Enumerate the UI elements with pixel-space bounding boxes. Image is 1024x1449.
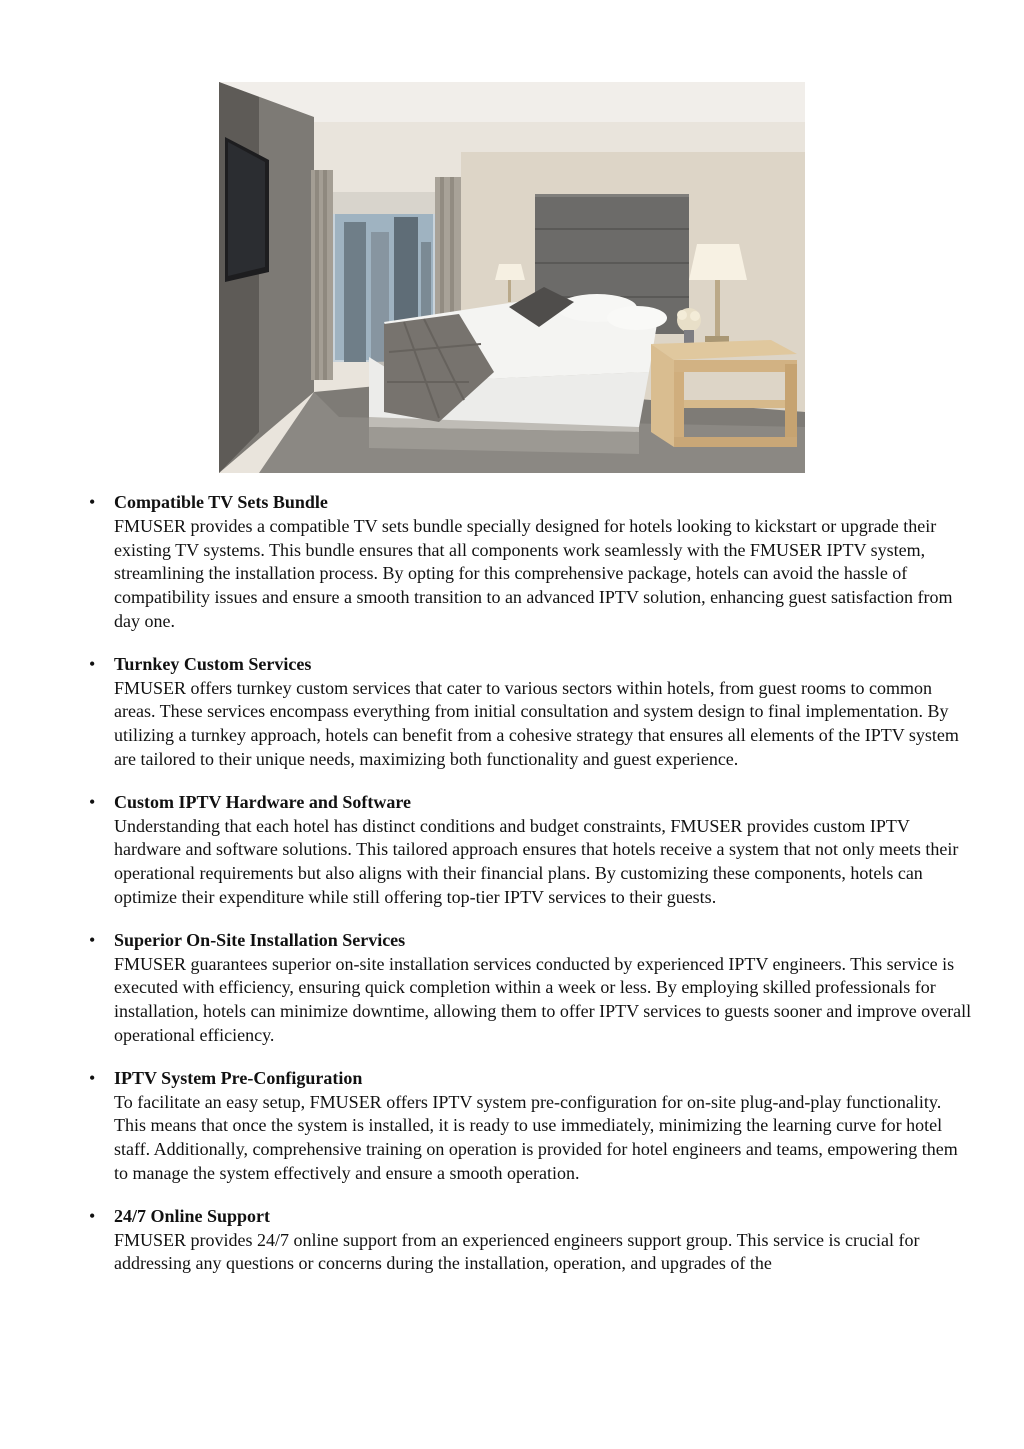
feature-list <box>0 491 1024 1295</box>
list-item <box>0 929 1024 1048</box>
bullet-icon: • <box>89 1205 96 1226</box>
feature-title: Superior On-Site Installation Services <box>114 929 406 950</box>
feature-title: IPTV System Pre-Configuration <box>114 1067 363 1088</box>
list-item <box>0 791 1024 910</box>
bullet-icon: • <box>89 492 96 512</box>
bullet-icon: • <box>89 1067 96 1088</box>
feature-title: Compatible TV Sets Bundle <box>114 492 328 512</box>
list-item <box>0 491 1024 634</box>
list-item <box>0 1067 1024 1186</box>
bullet-icon: • <box>89 653 96 674</box>
bullet-icon: • <box>89 929 96 950</box>
hotel-bedroom-photo <box>219 82 805 473</box>
list-item <box>0 1205 1024 1276</box>
feature-description: FMUSER offers turnkey custom services that cater to various sectors within hotels, from guest rooms to common areas. These services encompass everything from initial consultation and system design to final implementation. By utilizing a turnkey approach, hotels can benefit from a cohesive strategy that ensures all elements of the IPTV system are tailored to their unique needs, maximizing both functionality and guest experience. <box>114 677 959 769</box>
feature-description: FMUSER provides a compatible TV sets bundle specially designed for hotels looking to kickstart or upgrade their existing TV systems. This bundle ensures that all components work seamlessly with the FMUSER IPTV system, streamlining the installation process. By opting for this comprehensive package, hotels can avoid the hassle of compatibility issues and ensure a smooth transition to an advanced IPTV solution, enhancing guest satisfaction from day one. <box>114 515 953 631</box>
feature-title: 24/7 Online Support <box>114 1205 271 1226</box>
feature-description: To facilitate an easy setup, FMUSER offers IPTV system pre-configuration for on-site plug-and-play functionality. This means that once the system is installed, it is ready to use immediately, minimizing the learning curve for hotel staff. Additionally, comprehensive training on operation is provided for hotel engineers and teams, empowering them to manage the system effectively and ensure a smooth operation. <box>114 1091 958 1183</box>
list-item <box>0 653 1024 772</box>
feature-description: Understanding that each hotel has distinct conditions and budget constraints, FMUSER provides custom IPTV hardware and software solutions. This tailored approach ensures that hotels receive a system that not only meets their operational requirements but also aligns with their financial plans. By customizing these components, hotels can optimize their expenditure while still offering top-tier IPTV services to their guests. <box>114 815 959 907</box>
feature-description: FMUSER provides 24/7 online support from an experienced engineers support group. This service is crucial for addressing any questions or concerns during the installation, operation, and upgrades of the <box>114 1229 920 1274</box>
feature-description: FMUSER guarantees superior on-site installation services conducted by experienced IPTV engineers. This service is executed with efficiency, ensuring quick completion within a week or less. By employing skilled professionals for installation, hotels can minimize downtime, allowing them to offer IPTV services to guests sooner and improve overall operational efficiency. <box>114 953 972 1045</box>
feature-title: Custom IPTV Hardware and Software <box>114 791 412 812</box>
feature-title: Turnkey Custom Services <box>114 653 312 674</box>
bullet-icon: • <box>89 791 96 812</box>
